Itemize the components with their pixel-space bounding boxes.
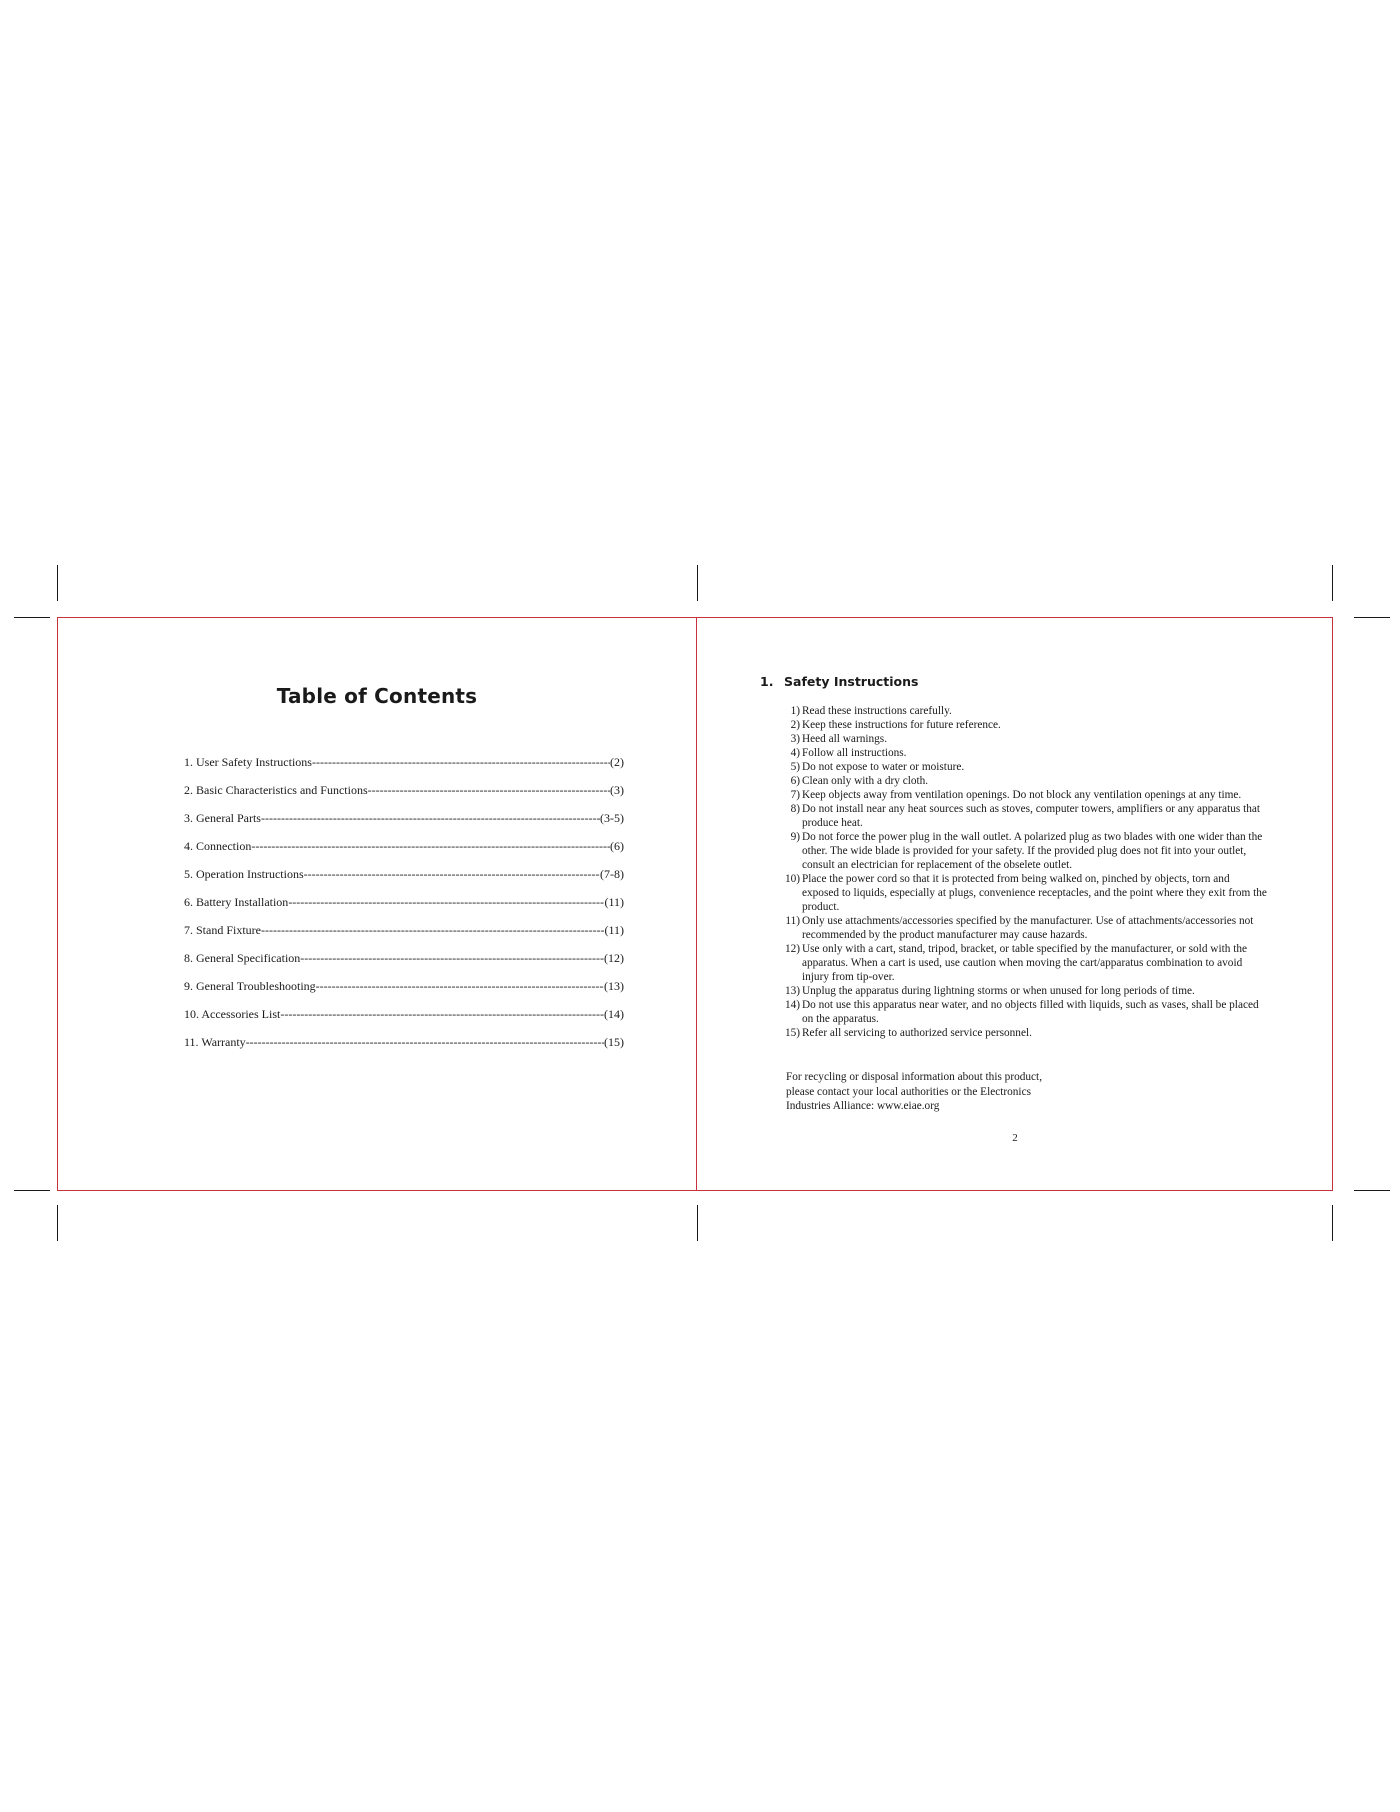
safety-item-number: 14) xyxy=(784,999,800,1011)
toc-item xyxy=(184,839,624,867)
safety-item-text: Keep these instructions for future reference. xyxy=(802,719,1001,731)
safety-item-text: Follow all instructions. xyxy=(802,747,907,759)
toc-item-label: 11. Warranty xyxy=(184,1035,246,1049)
toc-item-page: (13) xyxy=(604,979,624,993)
toc-item xyxy=(184,867,624,895)
safety-item xyxy=(784,704,1268,718)
safety-item-number: 11) xyxy=(785,915,800,927)
safety-item-text: Do not install near any heat sources such as stoves, computer towers, amplifiers or any apparatus that produce heat. xyxy=(802,803,1261,829)
section-heading xyxy=(760,674,918,689)
safety-item xyxy=(784,732,1268,746)
safety-item-number: 9) xyxy=(790,831,800,843)
safety-item-number: 2) xyxy=(790,719,800,731)
toc-item-page: (6) xyxy=(610,839,624,853)
crop-mark xyxy=(57,1205,58,1241)
toc-leader xyxy=(261,811,600,826)
toc-item-label: 9. General Troubleshooting xyxy=(184,979,316,993)
safety-instructions-page xyxy=(697,618,1333,1190)
safety-list xyxy=(784,704,1268,1040)
safety-item xyxy=(784,998,1268,1026)
toc-leader xyxy=(312,755,610,770)
toc-item-label: 8. General Specification xyxy=(184,951,301,965)
recycling-line: please contact your local authorities or the Electronics xyxy=(786,1085,1031,1098)
section-title: Safety Instructions xyxy=(784,674,919,689)
safety-item-number: 6) xyxy=(790,775,800,787)
safety-item xyxy=(784,1026,1268,1040)
safety-item-text: Refer all servicing to authorized service personnel. xyxy=(802,1027,1032,1039)
safety-item-text: Use only with a cart, stand, tripod, bracket, or table specified by the manufacturer, or sold with the apparatus. When a cart is used, use caution when moving the cart/apparatus combination to avoid injury from tip-over. xyxy=(802,943,1248,983)
safety-item-number: 7) xyxy=(790,789,800,801)
safety-item-text: Do not use this apparatus near water, and no objects filled with liquids, such as vases, shall be placed on the apparatus. xyxy=(802,999,1259,1025)
toc-item-page: (2) xyxy=(610,755,624,769)
toc-leader xyxy=(246,1035,604,1050)
safety-item xyxy=(784,872,1268,914)
toc-item-label: 5. Operation Instructions xyxy=(184,867,304,881)
recycling-line: Industries Alliance: www.eiae.org xyxy=(786,1100,940,1112)
safety-item-text: Do not expose to water or moisture. xyxy=(802,761,965,773)
toc-leader xyxy=(280,1007,604,1022)
safety-item-text: Keep objects away from ventilation openings. Do not block any ventilation openings at any time. xyxy=(802,789,1242,801)
safety-item-number: 10) xyxy=(784,873,800,885)
safety-item xyxy=(784,942,1268,984)
toc-list xyxy=(184,755,624,1063)
toc-item xyxy=(184,923,624,951)
safety-item xyxy=(784,788,1268,802)
toc-item-label: 1. User Safety Instructions xyxy=(184,755,312,769)
toc-leader xyxy=(304,867,600,882)
safety-item xyxy=(784,760,1268,774)
booklet-spread xyxy=(57,617,1333,1191)
crop-mark xyxy=(1354,617,1390,618)
toc-item xyxy=(184,783,624,811)
toc-item-page: (3) xyxy=(610,783,624,797)
safety-item xyxy=(784,830,1268,872)
safety-item-number: 12) xyxy=(784,943,800,955)
toc-item-page: (14) xyxy=(604,1007,624,1021)
toc-item-label: 2. Basic Characteristics and Functions xyxy=(184,783,368,797)
toc-leader xyxy=(251,839,610,854)
safety-item-text: Place the power cord so that it is protected from being walked on, pinched by objects, torn and exposed to liquids, especially at plugs, convenience receptacles, and the point where they exit from the product. xyxy=(802,873,1267,913)
table-of-contents-page xyxy=(58,618,696,1190)
toc-leader xyxy=(288,895,604,910)
safety-item xyxy=(784,718,1268,732)
safety-item-number: 3) xyxy=(790,733,800,745)
toc-leader xyxy=(368,783,610,798)
toc-item xyxy=(184,951,624,979)
page-number: 2 xyxy=(1012,1132,1018,1144)
crop-mark xyxy=(57,565,58,601)
toc-leader xyxy=(316,979,604,994)
safety-item-number: 4) xyxy=(790,747,800,759)
toc-item xyxy=(184,979,624,1007)
crop-mark xyxy=(1332,1205,1333,1241)
toc-item-page: (7-8) xyxy=(600,867,624,881)
safety-item-number: 13) xyxy=(784,985,800,997)
toc-item xyxy=(184,1007,624,1035)
recycling-notice xyxy=(786,1070,1042,1114)
toc-title: Table of Contents xyxy=(276,684,478,708)
toc-item-label: 4. Connection xyxy=(184,839,252,853)
toc-item-label: 3. General Parts xyxy=(184,811,261,825)
toc-item-page: (12) xyxy=(604,951,624,965)
crop-mark xyxy=(14,617,50,618)
safety-item-text: Read these instructions carefully. xyxy=(802,705,952,717)
safety-item-text: Only use attachments/accessories specified by the manufacturer. Use of attachments/accessories not recommended by the product manufacturer may cause hazards. xyxy=(802,915,1254,941)
toc-leader xyxy=(261,923,604,938)
safety-item xyxy=(784,802,1268,830)
crop-mark xyxy=(697,1205,698,1241)
safety-item-text: Heed all warnings. xyxy=(802,733,888,745)
toc-leader xyxy=(300,951,604,966)
toc-item-label: 7. Stand Fixture xyxy=(184,923,261,937)
toc-item-page: (11) xyxy=(604,923,624,937)
crop-mark xyxy=(14,1190,50,1191)
safety-item xyxy=(784,746,1268,760)
toc-item-page: (3-5) xyxy=(600,811,624,825)
safety-item-text: Clean only with a dry cloth. xyxy=(802,775,929,787)
toc-item xyxy=(184,1035,624,1063)
crop-mark xyxy=(1354,1190,1390,1191)
safety-item-number: 15) xyxy=(784,1027,800,1039)
toc-item-page: (15) xyxy=(604,1035,624,1049)
toc-item-label: 6. Battery Installation xyxy=(184,895,289,909)
recycling-line: For recycling or disposal information about this product, xyxy=(786,1071,1043,1083)
toc-item xyxy=(184,895,624,923)
toc-item xyxy=(184,811,624,839)
safety-item-number: 8) xyxy=(790,803,800,815)
toc-item-page: (11) xyxy=(604,895,624,909)
safety-item xyxy=(784,774,1268,788)
crop-mark xyxy=(1332,565,1333,601)
section-number: 1. xyxy=(760,674,774,689)
toc-item-label: 10. Accessories List xyxy=(184,1007,281,1021)
safety-item-text: Unplug the apparatus during lightning storms or when unused for long periods of time. xyxy=(802,985,1195,997)
safety-item-text: Do not force the power plug in the wall outlet. A polarized plug as two blades with one wider than the other. The wide blade is provided for your safety. If the provided plug does not fit into your outlet, consult an electrician for replacement of the obselete outlet. xyxy=(802,831,1263,871)
safety-item-number: 1) xyxy=(790,705,800,717)
safety-item xyxy=(784,914,1268,942)
crop-mark xyxy=(697,565,698,601)
safety-item xyxy=(784,984,1268,998)
toc-item xyxy=(184,755,624,783)
safety-item-number: 5) xyxy=(790,761,800,773)
